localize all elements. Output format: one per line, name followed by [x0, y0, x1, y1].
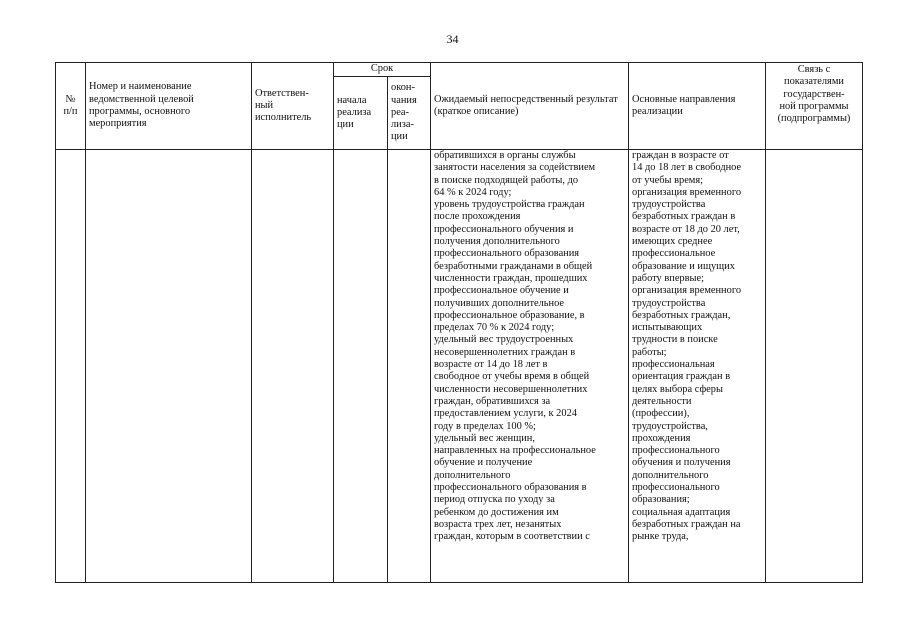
header-expected-result: Ожидаемый непосредственный результат (краткое описание): [431, 63, 629, 150]
cell-expected-result: [431, 150, 629, 583]
cell-term-end: [388, 150, 431, 583]
header-row-top: [56, 63, 863, 77]
cell-directions: [629, 150, 766, 583]
cell-responsible: [252, 150, 334, 583]
cell-link: [766, 150, 863, 583]
header-term: Срок: [334, 63, 431, 77]
cell-term-start: [334, 150, 388, 583]
cell-num: [56, 150, 86, 583]
header-responsible: Ответствен- ный исполнитель: [252, 63, 334, 150]
directions-text: граждан в возрасте от 14 до 18 лет в свободное от учебы время; организация временного трудоустройства безработных граждан в возрасте от 18 до 20 лет, имеющих среднее профессиональное образование и ищущих работу впервые; организация временного трудоустройства безработных граждан, испытывающих трудности в поиске работы; профессиональная ориентация граждан в целях выбора сферы деятельности (профессии), трудоустройства, прохождения профессионального обучения и получения дополнительного профессионального образования; социальная адаптация безработных граждан на рынке труда,: [632, 150, 742, 543]
header-term-start: начала реализа ции: [334, 77, 388, 150]
expected-result-text: обратившихся в органы службы занятости населения за содействием в поиске подходящей работы, до 64 % к 2024 году; уровень трудоустройства граждан после прохождения профессионального обучения и получения дополнительного профессионального образования безработными гражданами в общей численности граждан, прошедших профессиональное обучение и получивших дополнительное профессиональное образование, в пределах 70 % к 2024 году; удельный вес трудоустроенных несовершеннолетних граждан в возрасте от 14 до 18 лет в свободное от учебы время в общей численности несовершеннолетних граждан, обратившихся за предоставлением услуги, к 2024 году в пределах 100 %; удельный вес женщин, направленных на профессиональное обучение и получение дополнительного профессионального образования в период отпуска по уходу за ребенком до достижения им возраста трех лет, незанятых граждан, которым в соответствии с: [434, 150, 596, 543]
header-term-end: окон- чания реа- лиза- ции: [388, 77, 431, 150]
header-directions: Основные направления реализации: [629, 63, 766, 150]
program-table: [55, 62, 863, 583]
header-name: Номер и наименование ведомственной целевой программы, основного мероприятия: [86, 63, 252, 150]
table-row: [56, 150, 863, 583]
page-number: 34: [446, 32, 459, 46]
header-link: Связь с показателями государствен- ной программы (подпрограммы): [766, 63, 863, 150]
cell-name: [86, 150, 252, 583]
header-num: № п/п: [56, 63, 86, 150]
